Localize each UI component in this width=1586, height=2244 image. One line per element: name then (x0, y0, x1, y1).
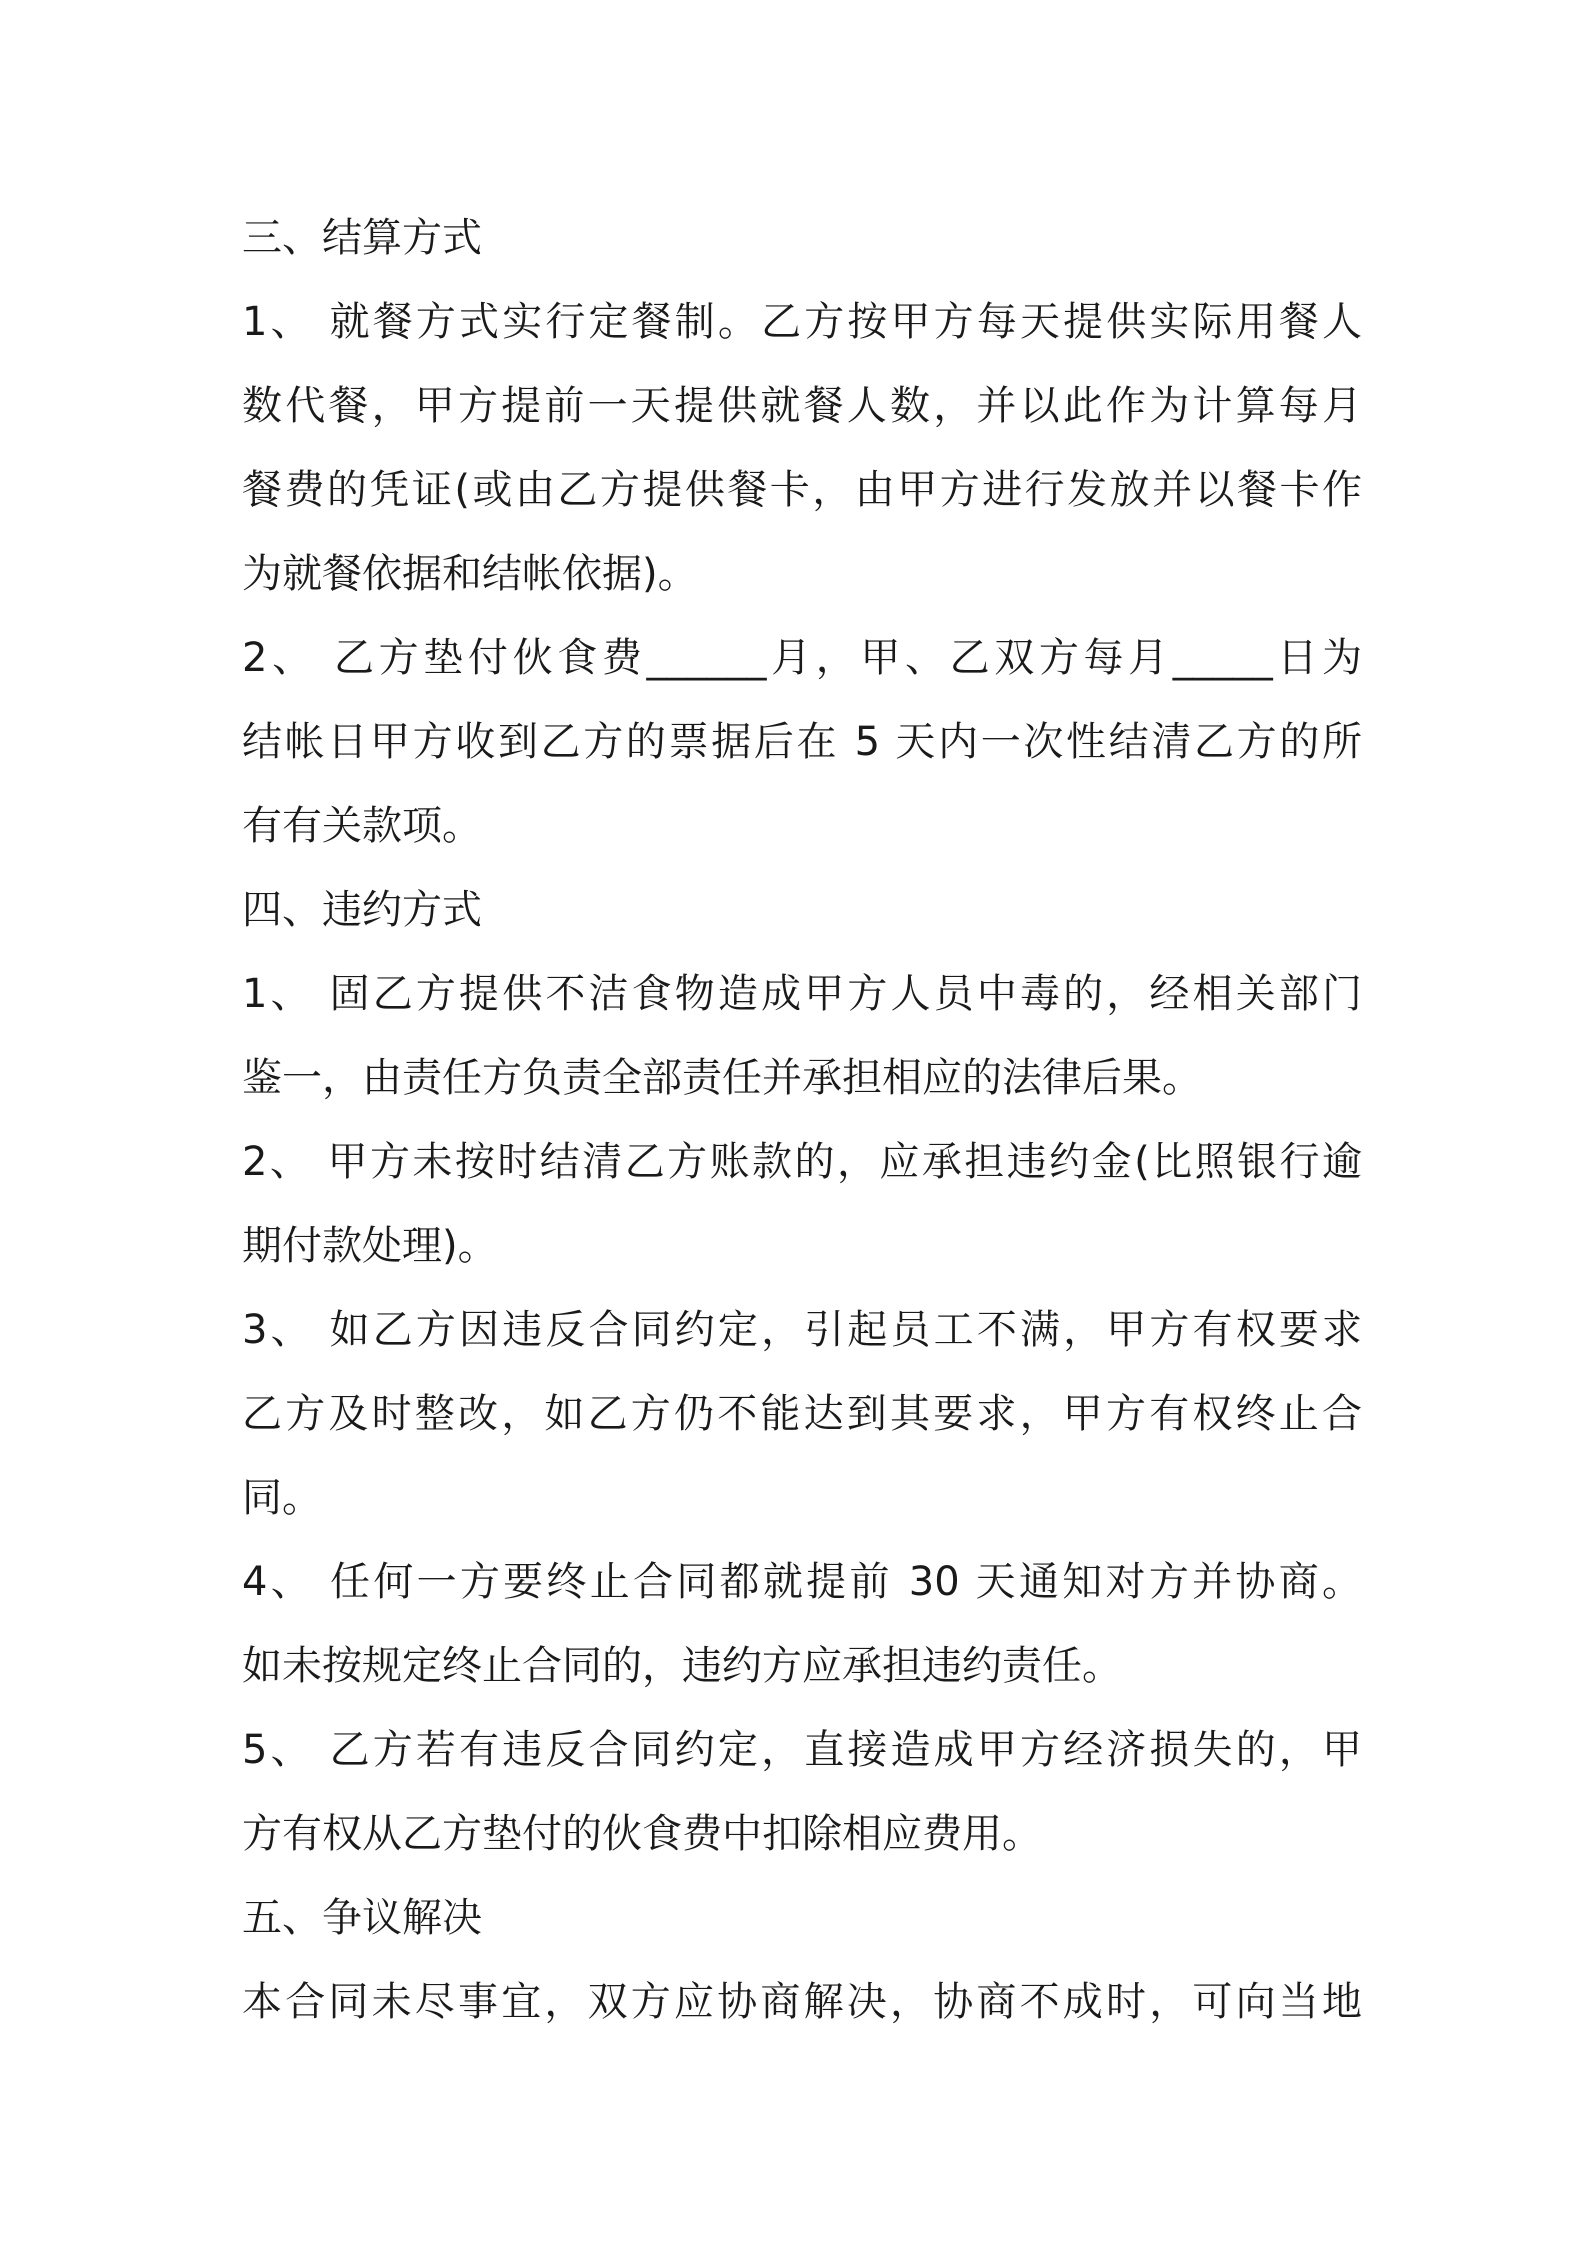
paragraph-line: 4、 任何一方要终止合同都就提前 30 天通知对方并协商。 (242, 1559, 1362, 1605)
paragraph-line: 乙方及时整改，如乙方仍不能达到其要求，甲方有权终止合 (242, 1391, 1362, 1437)
paragraph-line: 2、 甲方未按时结清乙方账款的，应承担违约金(比照银行逾 (242, 1139, 1362, 1185)
paragraph-line: 鉴一，由责任方负责全部责任并承担相应的法律后果。 (242, 1055, 1202, 1101)
section-heading-breach: 四、违约方式 (242, 887, 482, 933)
paragraph-line: 1、 固乙方提供不洁食物造成甲方人员中毒的，经相关部门 (242, 971, 1362, 1017)
paragraph-line: 为就餐依据和结帐依据)。 (242, 551, 698, 597)
paragraph-line: 期付款处理)。 (242, 1223, 498, 1269)
paragraph-line: 有有关款项。 (242, 803, 482, 849)
paragraph-line: 数代餐，甲方提前一天提供就餐人数，并以此作为计算每月 (242, 383, 1362, 429)
document-body (242, 196, 1362, 2044)
paragraph-line: 5、 乙方若有违反合同约定，直接造成甲方经济损失的，甲 (242, 1727, 1362, 1773)
paragraph-line: 2、 乙方垫付伙食费______月，甲、乙双方每月_____日为 (242, 635, 1362, 681)
section-heading-dispute: 五、争议解决 (242, 1895, 482, 1941)
paragraph-line: 本合同未尽事宜，双方应协商解决，协商不成时，可向当地 (242, 1979, 1362, 2025)
paragraph-line: 餐费的凭证(或由乙方提供餐卡，由甲方进行发放并以餐卡作 (242, 467, 1362, 513)
paragraph-line: 结帐日甲方收到乙方的票据后在 5 天内一次性结清乙方的所 (242, 719, 1362, 765)
paragraph-line: 如未按规定终止合同的，违约方应承担违约责任。 (242, 1643, 1122, 1689)
paragraph-line: 同。 (242, 1475, 322, 1521)
paragraph-line: 方有权从乙方垫付的伙食费中扣除相应费用。 (242, 1811, 1042, 1857)
paragraph-line: 1、 就餐方式实行定餐制。乙方按甲方每天提供实际用餐人 (242, 299, 1362, 345)
paragraph-line: 3、 如乙方因违反合同约定，引起员工不满，甲方有权要求 (242, 1307, 1362, 1353)
section-heading-settlement: 三、结算方式 (242, 215, 482, 261)
